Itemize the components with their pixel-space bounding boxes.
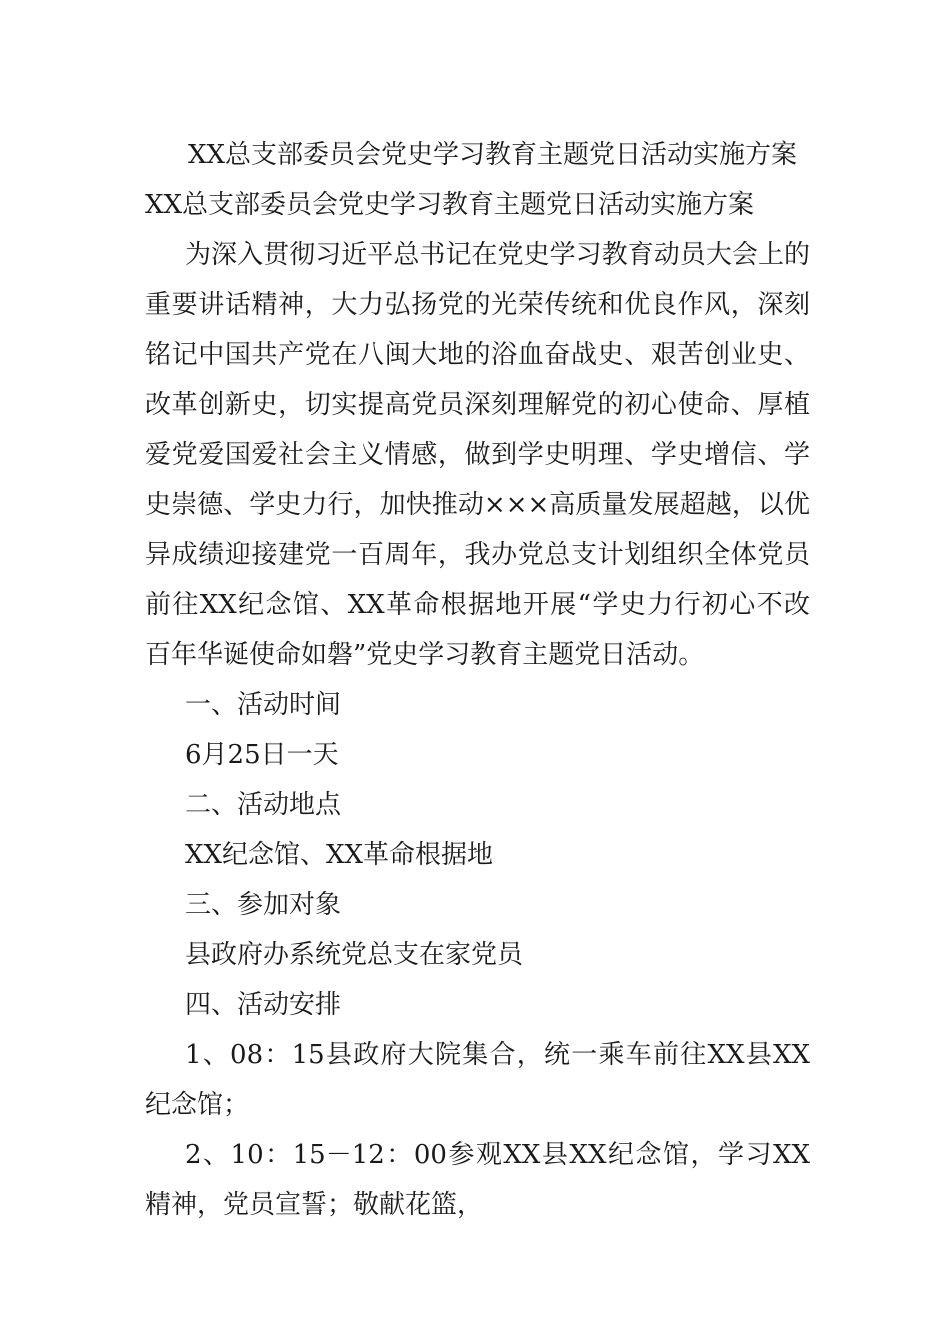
intro-line: 史崇德、学史力行，加快推动×××高质量发展超越，以优 bbox=[145, 490, 810, 520]
document-page bbox=[145, 130, 810, 1230]
intro-line: 前往XX纪念馆、XX革命根据地开展“学史力行初心不改 bbox=[145, 590, 810, 620]
section-heading-location: 二、活动地点 bbox=[185, 790, 342, 820]
section-body-time: 6月25日一天 bbox=[185, 740, 339, 770]
intro-line: 爱党爱国爱社会主义情感，做到学史明理、学史增信、学 bbox=[145, 440, 810, 470]
section-heading-participants: 三、参加对象 bbox=[185, 890, 342, 920]
intro-line: 为深入贯彻习近平总书记在党史学习教育动员大会上的 bbox=[185, 240, 810, 270]
section-heading-time: 一、活动时间 bbox=[185, 690, 342, 720]
document-subtitle: XX总支部委员会党史学习教育主题党日活动实施方案 bbox=[145, 190, 755, 220]
document-title: XX总支部委员会党史学习教育主题党日活动实施方案 bbox=[187, 140, 798, 170]
schedule-item-2: 2、10：15－12：00参观XX县XX纪念馆，学习XX bbox=[185, 1140, 810, 1170]
section-body-participants: 县政府办系统党总支在家党员 bbox=[185, 940, 524, 970]
intro-line: 百年华诞使命如磐”党史学习教育主题党日活动。 bbox=[145, 640, 705, 670]
section-body-location: XX纪念馆、XX革命根据地 bbox=[185, 840, 494, 870]
intro-line: 重要讲话精神，大力弘扬党的光荣传统和优良作风，深刻 bbox=[145, 290, 810, 320]
intro-line: 铭记中国共产党在八闽大地的浴血奋战史、艰苦创业史、 bbox=[145, 340, 810, 370]
section-heading-schedule: 四、活动安排 bbox=[185, 990, 342, 1020]
intro-line: 改革创新史，切实提高党员深刻理解党的初心使命、厚植 bbox=[145, 390, 810, 420]
schedule-item-1-cont: 纪念馆； bbox=[145, 1090, 250, 1120]
schedule-item-2-cont: 精神，党员宣誓；敬献花篮， bbox=[145, 1190, 484, 1220]
schedule-item-1: 1、08：15县政府大院集合，统一乘车前往XX县XX bbox=[185, 1040, 810, 1070]
intro-line: 异成绩迎接建党一百周年，我办党总支计划组织全体党员 bbox=[145, 540, 810, 570]
